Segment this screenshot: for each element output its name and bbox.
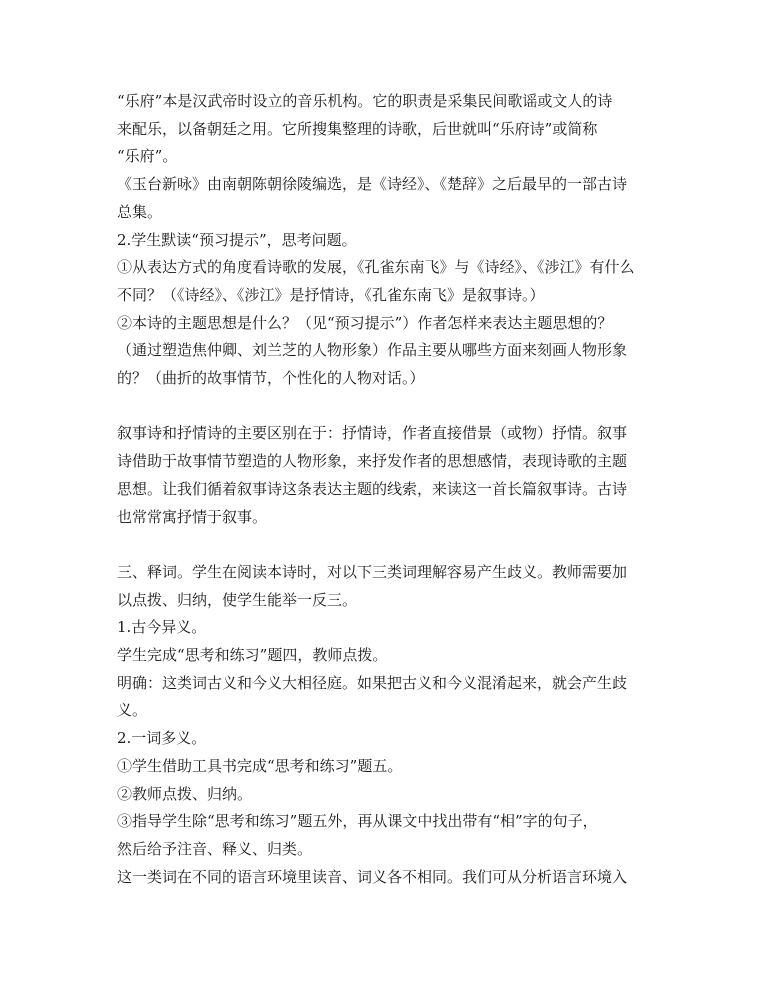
paragraph-exercise-4	[117, 642, 657, 670]
document-page	[117, 88, 657, 891]
paragraph-step-2-teacher	[117, 781, 657, 809]
text-line: 来配乐，以备朝廷之用。它所搜集整理的诗歌，后世就叫“乐府诗”或简称	[117, 119, 598, 138]
text-line: ②本诗的主题思想是什么？（见“预习提示”）作者怎样来表达主题思想的？	[117, 313, 613, 332]
paragraph-yutai-xinyong	[117, 171, 657, 226]
text-line: 这一类词在不同的语言环境里读音、词义各不相同。我们可从分析语言环境入	[117, 867, 628, 886]
paragraph-question-1	[117, 254, 657, 309]
paragraph-ancient-modern-meaning	[117, 614, 657, 642]
text-line: 《玉台新咏》由南朝陈朝徐陵编选，是《诗经》、《楚辞》之后最早的一部古诗	[117, 175, 628, 194]
text-line: “乐府”本是汉武帝时设立的音乐机构。它的职责是采集民间歌谣或文人的诗	[117, 92, 613, 110]
text-line: 也常常寓抒情于叙事。	[117, 507, 268, 526]
text-line: 义。	[117, 701, 148, 720]
text-line: 总集。	[117, 202, 163, 221]
paragraph-context-analysis	[117, 864, 657, 892]
text-line: （通过塑造焦仲卿、刘兰芝的人物形象）作品主要从哪些方面来刻画人物形象	[117, 341, 628, 360]
text-line: 诗借助于故事情节塑造的人物形象，来抒发作者的思想感情，表现诗歌的主题	[117, 452, 628, 471]
text-line: 以点拨、归纳，使学生能举一反三。	[117, 590, 358, 609]
blank-line	[117, 393, 657, 421]
text-line: 2.一词多义。	[117, 729, 207, 748]
text-line: 不同？（《诗经》、《涉江》是抒情诗，《孔雀东南飞》是叙事诗。）	[117, 285, 545, 304]
paragraph-yuefu-definition	[117, 88, 657, 171]
text-line: ③指导学生除“思考和练习”题五外，再从课文中找出带有“相”字的句子，	[117, 812, 598, 831]
text-line: ①学生借助工具书完成“思考和练习”题五。	[117, 756, 403, 775]
text-line: 的？（曲折的故事情节，个性化的人物对话。）	[117, 369, 425, 388]
text-line: “乐府”。	[117, 147, 178, 166]
text-line: ②教师点拨、归纳。	[117, 784, 253, 803]
text-line: 三、释词。学生在阅读本诗时，对以下三类词理解容易产生歧义。教师需要加	[117, 562, 628, 581]
text-line: 然后给予注音、释义、归类。	[117, 839, 313, 858]
paragraph-section-3-heading	[117, 559, 657, 614]
paragraph-step-3-xiang	[117, 808, 657, 863]
text-line: 思想。让我们循着叙事诗这条表达主题的线索，来读这一首长篇叙事诗。古诗	[117, 479, 628, 498]
text-line: 2.学生默读“预习提示”，思考问题。	[117, 230, 357, 249]
paragraph-question-2	[117, 310, 657, 393]
paragraph-clarification	[117, 670, 657, 725]
text-line: 学生完成“思考和练习”题四，教师点拨。	[117, 646, 388, 665]
paragraph-polysemy	[117, 725, 657, 753]
paragraph-narrative-vs-lyric	[117, 420, 657, 531]
text-line: ①从表达方式的角度看诗歌的发展，《孔雀东南飞》与《诗经》、《涉江》有什么	[117, 258, 635, 277]
paragraph-step-2-preview	[117, 227, 657, 255]
text-line: 叙事诗和抒情诗的主要区别在于：抒情诗，作者直接借景（或物）抒情。叙事	[117, 424, 628, 443]
blank-line	[117, 531, 657, 559]
text-line: 1.古今异义。	[117, 618, 207, 637]
text-line: 明确：这类词古义和今义大相径庭。如果把古义和今义混淆起来，就会产生歧	[117, 673, 628, 692]
paragraph-step-1-tools	[117, 753, 657, 781]
